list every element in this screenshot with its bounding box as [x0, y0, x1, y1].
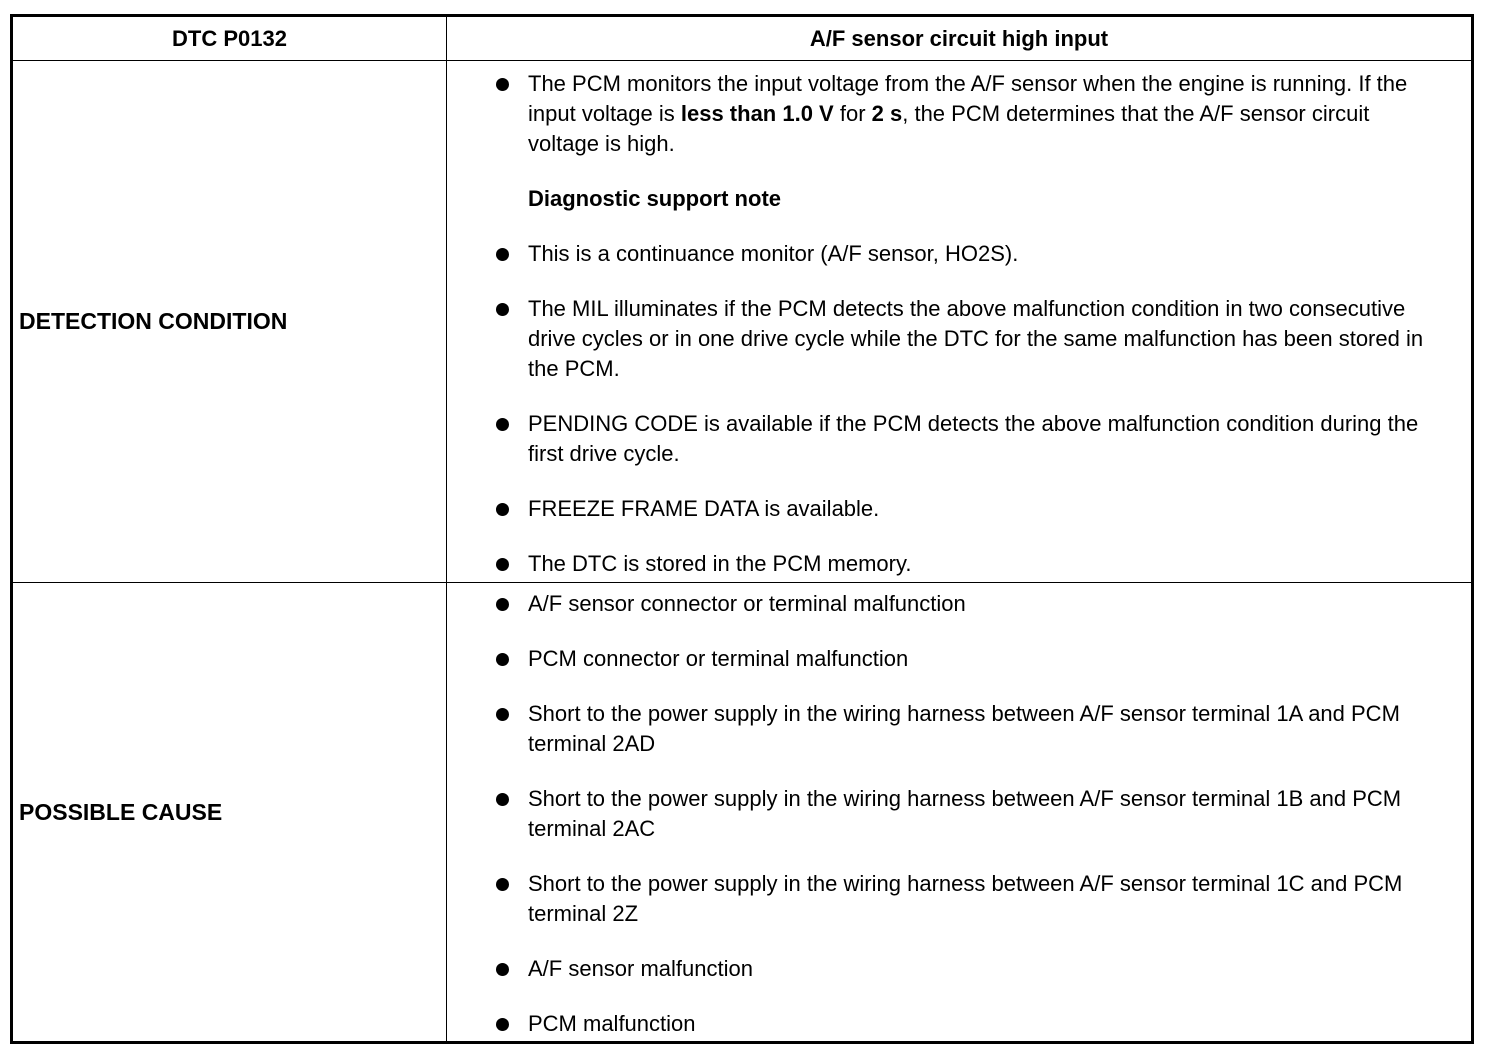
detection-intro-text-2: for [833, 101, 872, 126]
bullet-icon [496, 963, 509, 976]
detection-intro-item [447, 69, 1471, 159]
detection-note-text: The MIL illuminates if the PCM detects the above malfunction condition in two consecutive drive cycles or in one drive cycle while the DTC for the same malfunction has been stored in the PCM. [528, 296, 1424, 381]
detection-note-text: FREEZE FRAME DATA is available. [528, 496, 880, 521]
diagnostic-support-note-heading: Diagnostic support note [528, 186, 781, 211]
dtc-title-header: A/F sensor circuit high input [809, 25, 1109, 51]
possible-cause-list [447, 583, 1471, 1039]
possible-cause-text: PCM malfunction [528, 1011, 696, 1036]
possible-cause-label-cell [13, 583, 447, 1041]
detection-intro-text-1: The PCM monitors the input voltage from the A/F sensor when the engine is running. If the input voltage is [528, 71, 1408, 126]
bullet-icon [496, 598, 509, 611]
detection-note-item [447, 239, 1471, 269]
table-header-row [13, 17, 1471, 61]
possible-cause-text: Short to the power supply in the wiring harness between A/F sensor terminal 1C and PCM terminal 2Z [528, 871, 1403, 926]
detection-intro-bold-voltage: less than 1.0 V [680, 101, 834, 126]
bullet-icon [496, 708, 509, 721]
possible-cause-item [447, 644, 1471, 674]
detection-condition-label: DETECTION CONDITION [19, 308, 288, 334]
dtc-code-header: DTC P0132 [13, 17, 447, 60]
bullet-icon [496, 78, 509, 91]
detection-note-text: The DTC is stored in the PCM memory. [528, 551, 912, 576]
possible-cause-text: Short to the power supply in the wiring harness between A/F sensor terminal 1B and PCM terminal 2AC [528, 786, 1402, 841]
possible-cause-label: POSSIBLE CAUSE [19, 798, 223, 825]
possible-cause-item [447, 869, 1471, 929]
possible-cause-item [447, 1009, 1471, 1039]
detection-note-text: PENDING CODE is available if the PCM detects the above malfunction condition during the first drive cycle. [528, 411, 1419, 466]
possible-cause-item [447, 589, 1471, 619]
detection-note-item [447, 549, 1471, 579]
detection-note-item [447, 494, 1471, 524]
bullet-icon [496, 558, 509, 571]
dtc-table [10, 14, 1474, 1044]
bullet-icon [496, 303, 509, 316]
possible-cause-item [447, 784, 1471, 844]
detection-note-text: This is a continuance monitor (A/F sensor, HO2S). [528, 241, 1019, 266]
detection-intro-bold-time: 2 s [871, 101, 903, 126]
detection-condition-content-cell [447, 61, 1471, 582]
possible-cause-text: Short to the power supply in the wiring harness between A/F sensor terminal 1A and PCM terminal 2AD [528, 701, 1400, 756]
possible-cause-text: A/F sensor malfunction [528, 956, 753, 981]
detection-condition-label-cell [13, 61, 447, 582]
bullet-icon [496, 878, 509, 891]
bullet-icon [496, 418, 509, 431]
bullet-icon [496, 248, 509, 261]
possible-cause-content-cell [447, 583, 1471, 1041]
possible-cause-text: PCM connector or terminal malfunction [528, 646, 909, 671]
bullet-icon [496, 1018, 509, 1031]
bullet-icon [496, 653, 509, 666]
possible-cause-item [447, 699, 1471, 759]
bullet-icon [496, 793, 509, 806]
detection-condition-list [447, 61, 1471, 579]
bullet-icon [496, 503, 509, 516]
possible-cause-text: A/F sensor connector or terminal malfunction [528, 591, 966, 616]
detection-condition-row [13, 61, 1471, 583]
possible-cause-item [447, 954, 1471, 984]
detection-note-item [447, 294, 1471, 384]
possible-cause-row [13, 583, 1471, 1041]
detection-intro-text-3: , the PCM determines that the A/F sensor circuit voltage is high. [528, 101, 1370, 156]
detection-note-item [447, 409, 1471, 469]
